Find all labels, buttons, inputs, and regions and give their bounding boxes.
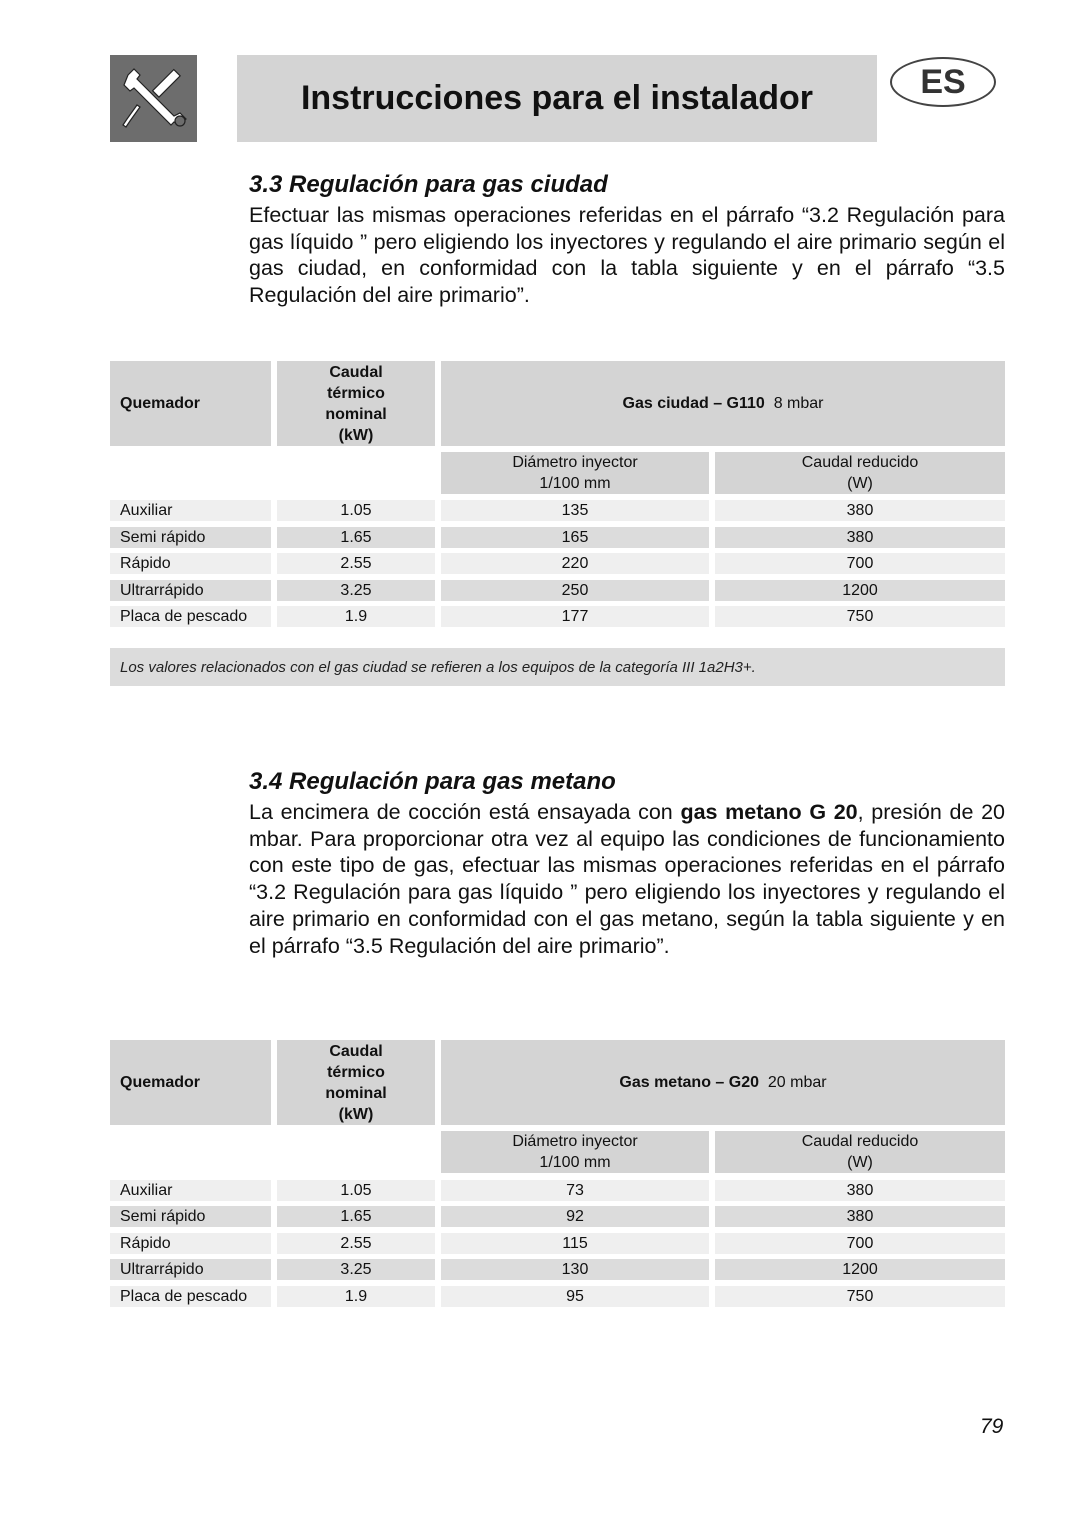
cell-burner: Rápido: [110, 1233, 271, 1254]
cell-injector: 130: [441, 1259, 709, 1280]
cell-injector: 92: [441, 1206, 709, 1227]
cell-burner: Semi rápido: [110, 1206, 271, 1227]
cell-power: 2.55: [277, 1233, 435, 1254]
section-paragraph-gas-ciudad: Efectuar las mismas operaciones referidas en el párrafo “3.2 Regulación para gas líquido ” pero eligiendo los inyectores y regulando el aire primario según el gas ciudad, en conformidad con la tabla siguiente y en el párrafo “3.5 Regulación del aire primario”.: [249, 203, 1005, 308]
paragraph-text-bold: gas metano G 20: [680, 800, 858, 824]
cell-injector: 165: [441, 527, 709, 548]
gas-pressure-label: 20 mbar: [767, 1074, 827, 1091]
page-header-title: Instrucciones para el instalador: [300, 79, 814, 117]
col-header-gas: [441, 1040, 1005, 1125]
cell-reduced: 380: [715, 1180, 1005, 1201]
cell-power: 3.25: [277, 580, 435, 601]
cell-burner: Semi rápido: [110, 527, 271, 548]
cell-power: 1.05: [277, 1180, 435, 1201]
cell-reduced: 1200: [715, 580, 1005, 601]
cell-reduced: 380: [715, 1206, 1005, 1227]
subheader-reduced-flow: Caudal reducido (W): [715, 1131, 1005, 1173]
tools-icon: [110, 55, 197, 142]
cell-power: 1.9: [277, 606, 435, 627]
cell-reduced: 1200: [715, 1259, 1005, 1280]
subheader-reduced-flow: Caudal reducido (W): [715, 452, 1005, 494]
cell-injector: 250: [441, 580, 709, 601]
gas-pressure-label: 8 mbar: [773, 395, 824, 412]
cell-burner: Auxiliar: [110, 500, 271, 521]
cell-power: 1.65: [277, 1206, 435, 1227]
gas-type-label: Gas ciudad – G110: [622, 395, 765, 412]
cell-injector: 115: [441, 1233, 709, 1254]
cell-power: 3.25: [277, 1259, 435, 1280]
cell-reduced: 700: [715, 1233, 1005, 1254]
paragraph-text-start: La encimera de cocción está ensayada con: [249, 800, 681, 824]
subheader-injector: Diámetro inyector 1/100 mm: [441, 1131, 709, 1173]
gas-type-label: Gas metano – G20: [619, 1074, 760, 1091]
cell-injector: 135: [441, 500, 709, 521]
cell-injector: 220: [441, 553, 709, 574]
cell-burner: Ultrarrápido: [110, 580, 271, 601]
section-paragraph-gas-metano: [249, 799, 1005, 959]
subheader-injector: Diámetro inyector 1/100 mm: [441, 452, 709, 494]
cell-burner: Ultrarrápido: [110, 1259, 271, 1280]
col-header-power: Caudal térmico nominal (kW): [277, 361, 435, 446]
cell-power: 1.9: [277, 1286, 435, 1307]
cell-injector: 177: [441, 606, 709, 627]
cell-burner: Rápido: [110, 553, 271, 574]
section-title-gas-metano: 3.4 Regulación para gas metano: [249, 768, 616, 795]
header-bar: [237, 55, 877, 142]
language-badge: ES: [890, 57, 996, 107]
cell-reduced: 380: [715, 500, 1005, 521]
col-header-burner: Quemador: [110, 1040, 271, 1125]
cell-reduced: 700: [715, 553, 1005, 574]
cell-injector: 73: [441, 1180, 709, 1201]
col-header-gas: [441, 361, 1005, 446]
col-header-burner: Quemador: [110, 361, 271, 446]
section-title-gas-ciudad: 3.3 Regulación para gas ciudad: [249, 171, 608, 198]
table-footnote: Los valores relacionados con el gas ciudad se refieren a los equipos de la categoría III 1a2H3+.: [110, 648, 1005, 686]
tools-icon-box: [110, 55, 197, 142]
page-number: 79: [980, 1415, 1004, 1438]
cell-burner: Placa de pescado: [110, 606, 271, 627]
cell-power: 1.05: [277, 500, 435, 521]
cell-burner: Auxiliar: [110, 1180, 271, 1201]
cell-reduced: 750: [715, 606, 1005, 627]
cell-injector: 95: [441, 1286, 709, 1307]
cell-reduced: 380: [715, 527, 1005, 548]
paragraph-text-end: , presión de 20 mbar. Para proporcionar otra vez al equipo las condiciones de funcionamiento con este tipo de gas, efectuar las mismas operaciones referidas en el párrafo “3.2 Regulación para gas líquido ” pero eligiendo los inyectores y regulando el aire primario en conformidad con el gas metano, según la tabla siguiente y en el párrafo “3.5 Regulación del aire primario”.: [249, 800, 1005, 958]
cell-power: 1.65: [277, 527, 435, 548]
cell-power: 2.55: [277, 553, 435, 574]
cell-reduced: 750: [715, 1286, 1005, 1307]
cell-burner: Placa de pescado: [110, 1286, 271, 1307]
col-header-power: Caudal térmico nominal (kW): [277, 1040, 435, 1125]
